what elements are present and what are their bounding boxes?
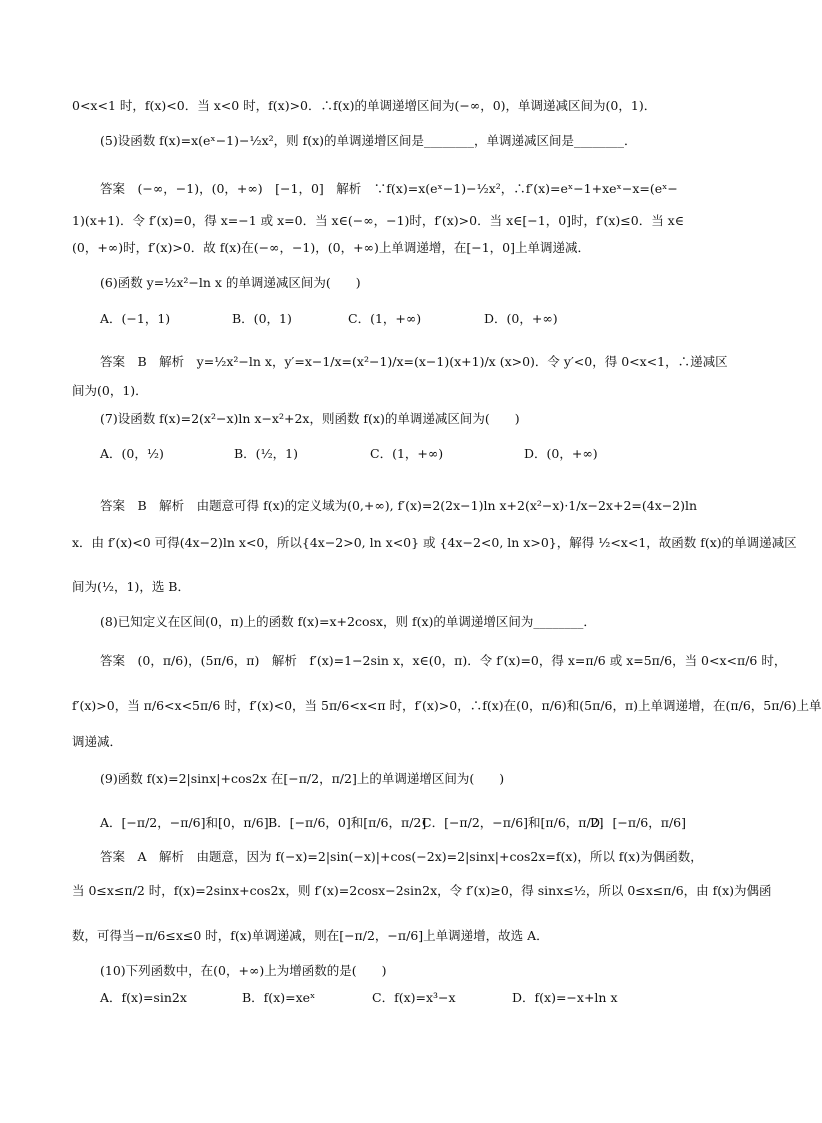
answer-5-line: (0，+∞)时，f′(x)>0．故 f(x)在(−∞，−1)，(0，+∞)上单调递增，在[−1，0]上单调递减． bbox=[72, 240, 590, 255]
option-a: A．(−1，1) bbox=[100, 311, 171, 326]
answer-9-line: 当 0≤x≤π/2 时，f(x)=2sinx+cos2x，则 f′(x)=2cosx−2sin2x，令 f′(x)≥0，得 sinx≤½，所以 0≤x≤π/6，由 f(x)为偶函 bbox=[72, 883, 772, 898]
option-c: C．(1，+∞) bbox=[370, 446, 444, 461]
answer-6-line: 间为(0，1)． bbox=[72, 383, 148, 398]
answer-7-line: 间为(½，1)，选 B． bbox=[72, 579, 190, 594]
answer-8-line: 答案 (0，π/6)，(5π/6，π) 解析 f′(x)=1−2sin x，x∈(0，π)．令 f′(x)=0，得 x=π/6 或 x=5π/6，当 0<x<π/6 时， bbox=[100, 653, 787, 668]
option-d: D．f(x)=−x+ln x bbox=[512, 990, 618, 1005]
answer-5-line: 1)(x+1)．令 f′(x)=0，得 x=−1 或 x=0．当 x∈(−∞，−1)时，f′(x)>0．当 x∈[−1，0]时，f′(x)≤0．当 x∈ bbox=[72, 213, 684, 228]
options-q7 bbox=[100, 445, 720, 463]
question-6: (6)函数 y=½x²−ln x 的单调递减区间为( ) bbox=[100, 275, 361, 290]
option-c: C．f(x)=x³−x bbox=[372, 990, 456, 1005]
option-c: C．(1，+∞) bbox=[348, 311, 422, 326]
answer-8-line: f′(x)>0，当 π/6<x<5π/6 时，f′(x)<0，当 5π/6<x<π 时，f′(x)>0，∴f(x)在(0，π/6)和(5π/6，π)上单调递增，在(π/6，5π/6)上单 bbox=[72, 698, 822, 713]
question-9: (9)函数 f(x)=2|sinx|+cos2x 在[−π/2，π/2]上的单调递增区间为( ) bbox=[100, 771, 505, 786]
option-d: D．(0，+∞) bbox=[484, 311, 558, 326]
option-a: A．[−π/2，−π/6]和[0，π/6] bbox=[100, 815, 269, 830]
options-q10 bbox=[100, 989, 720, 1007]
option-d: D．(0，+∞) bbox=[524, 446, 598, 461]
question-8: (8)已知定义在区间(0，π)上的函数 f(x)=x+2cosx，则 f(x)的单调递增区间为________． bbox=[100, 614, 596, 629]
option-b: B．[−π/6，0]和[π/6，π/2] bbox=[268, 815, 427, 830]
answer-7-line: x．由 f′(x)<0 可得(4x−2)ln x<0，所以{4x−2>0, ln x<0} 或 {4x−2<0, ln x>0}，解得 ½<x<1，故函数 f(x)的单调递减区 bbox=[72, 535, 797, 550]
answer-9-line: 答案 A 解析 由题意，因为 f(−x)=2|sin(−x)|+cos(−2x)=2|sinx|+cos2x=f(x)，所以 f(x)为偶函数， bbox=[100, 849, 703, 864]
option-d: D．[−π/6，π/6] bbox=[590, 815, 687, 830]
question-5: (5)设函数 f(x)=x(eˣ−1)−½x²，则 f(x)的单调递增区间是________，单调递减区间是________． bbox=[100, 133, 637, 148]
answer-5-line: 答案 (−∞，−1)，(0，+∞) [−1，0] 解析 ∵f(x)=x(eˣ−1)−½x²，∴f′(x)=eˣ−1+xeˣ−x=(eˣ− bbox=[100, 181, 678, 196]
question-10: (10)下列函数中，在(0，+∞)上为增函数的是( ) bbox=[100, 963, 387, 978]
answer-8-line: 调递减． bbox=[72, 734, 123, 749]
option-c: C．[−π/2，−π/6]和[π/6，π/2] bbox=[422, 815, 604, 830]
answer-9-line: 数，可得当−π/6≤x≤0 时，f(x)单调递减，则在[−π/2，−π/6]上单调递增，故选 A． bbox=[72, 928, 549, 943]
options-q9 bbox=[100, 814, 720, 832]
option-a: A．(0，½) bbox=[100, 446, 164, 461]
answer-6-line: 答案 B 解析 y=½x²−ln x，y′=x−1/x=(x²−1)/x=(x−1)(x+1)/x (x>0)．令 y′<0，得 0<x<1，∴递减区 bbox=[100, 354, 728, 369]
option-b: B．(0，1) bbox=[232, 311, 292, 326]
option-b: B．(½，1) bbox=[234, 446, 299, 461]
options-q6 bbox=[100, 310, 720, 328]
answer-7-line: 答案 B 解析 由题意可得 f(x)的定义域为(0,+∞), f′(x)=2(2x−1)ln x+2(x²−x)·1/x−2x+2=(4x−2)ln bbox=[100, 498, 698, 513]
text-line: 0<x<1 时，f(x)<0．当 x<0 时，f(x)>0．∴f(x)的单调递增区间为(−∞，0)，单调递减区间为(0，1)． bbox=[72, 98, 657, 113]
option-a: A．f(x)=sin2x bbox=[100, 990, 187, 1005]
question-7: (7)设函数 f(x)=2(x²−x)ln x−x²+2x，则函数 f(x)的单调递减区间为( ) bbox=[100, 411, 520, 426]
option-b: B．f(x)=xeˣ bbox=[242, 990, 316, 1005]
